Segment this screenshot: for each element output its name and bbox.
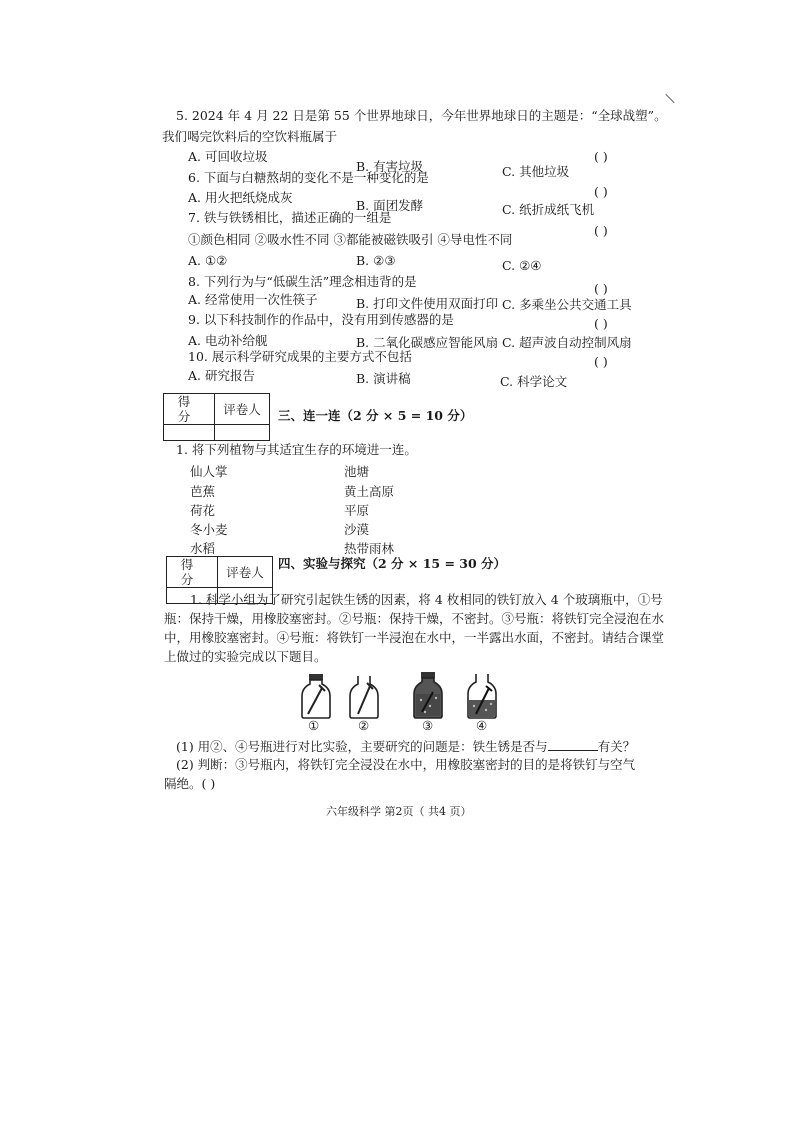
q6-option-a: A. 用火把纸烧成灰 [188, 190, 293, 205]
plant-item[interactable]: 水稻 [190, 541, 216, 556]
sub-question-2: (2) 判断：③号瓶内，将铁钉完全浸没在水中，用橡胶塞密封的目的是将铁钉与空气 [176, 757, 636, 772]
sub-question-2-line2[interactable]: 隔绝。( ) [164, 776, 216, 791]
q9-option-a: A. 电动补给舰 [188, 333, 268, 348]
score-label: 得 分 [167, 557, 218, 588]
q5-stem: 5. 2024 年 4 月 22 日是第 55 个世界地球日，今年世界地球日的主题是：“全球战塑”。 [176, 108, 667, 123]
grader-cell[interactable] [215, 425, 270, 441]
sub-question-1-text: (1) 用②、④号瓶进行对比实验，主要研究的问题是：铁生锈是否与 [176, 739, 548, 754]
environment-item[interactable]: 池塘 [344, 464, 370, 479]
q7-answer-paren[interactable]: ( ) [594, 223, 608, 238]
q6-answer-paren[interactable]: ( ) [594, 184, 608, 199]
q6-stem: 6. 下面与白糖熬胡的变化不是一种变化的是 [188, 170, 429, 185]
q6-option-b: B. 面团发酵 [356, 198, 424, 213]
bottle-4-half-submerged-open-icon [462, 670, 502, 720]
q9-option-b: B. 二氧化碳感应智能风扇 [356, 335, 499, 350]
plant-item[interactable]: 荷花 [190, 503, 216, 518]
q10-answer-paren[interactable]: ( ) [594, 354, 608, 369]
plant-item[interactable]: 仙人掌 [190, 464, 228, 479]
section3-title: 三、连一连（2 分 × 5 = 10 分） [278, 408, 473, 423]
q5-option-a: A. 可回收垃圾 [188, 149, 268, 164]
section4-paragraph: 瓶：保持干燥，用橡胶塞密封。②号瓶：保持干燥，不密封。③号瓶：将铁钉完全浸泡在水 [164, 611, 665, 626]
grader-label: 评卷人 [218, 557, 273, 588]
q9-stem: 9. 以下科技制作的作品中，没有用到传感器的是 [188, 312, 454, 327]
q10-option-c: C. 科学论文 [500, 374, 568, 389]
section4-paragraph: 中，用橡胶塞密封。④号瓶：将铁钉一半浸泡在水中，一半露出水面，不密封。请结合课堂 [164, 630, 665, 645]
score-label: 得 分 [164, 394, 215, 425]
answer-blank[interactable] [548, 740, 598, 751]
bottle-label: ② [358, 718, 370, 733]
section4-title: 四、实验与探究（2 分 × 15 = 30 分） [278, 556, 507, 571]
sub-question-1-end: 有关？ [597, 739, 636, 754]
q9-option-c: C. 超声波自动控制风扇 [502, 335, 632, 350]
environment-item[interactable]: 沙漠 [344, 522, 370, 537]
section4-paragraph: 上做过的实验完成以下题目。 [164, 649, 327, 664]
q8-stem: 8. 下列行为与“低碳生活”理念相违背的是 [188, 274, 417, 289]
q9-answer-paren[interactable]: ( ) [594, 316, 608, 331]
bottle-3-submerged-sealed-icon [408, 670, 448, 720]
environment-item[interactable]: 热带雨林 [344, 541, 395, 556]
bottle-label: ③ [422, 718, 434, 733]
page-footer: 六年级科学 第2页（ 共4 页） [326, 805, 472, 818]
q6-option-c: C. 纸折成纸飞机 [502, 202, 595, 217]
section3-question: 1. 将下列植物与其适宜生存的环境进一连。 [176, 442, 417, 457]
q8-option-b: B. 打印文件使用双面打印 [356, 296, 499, 311]
q5-answer-paren[interactable]: ( ) [594, 149, 608, 164]
section4-paragraph: 1. 科学小组为了研究引起铁生锈的因素，将 4 枚相同的铁钉放入 4 个玻璃瓶中，①号 [190, 592, 663, 607]
plant-item[interactable]: 冬小麦 [190, 522, 228, 537]
bottle-1-dry-sealed-icon [296, 672, 336, 720]
q8-option-c: C. 多乘坐公共交通工具 [502, 297, 632, 312]
q5-option-b: B. 有害垃圾 [356, 159, 424, 174]
grader-label: 评卷人 [215, 394, 270, 425]
bottle-2-dry-open-icon [344, 672, 384, 720]
environment-item[interactable]: 黄土高原 [344, 484, 395, 499]
q10-option-a: A. 研究报告 [188, 368, 255, 383]
q8-option-a: A. 经常使用一次性筷子 [188, 292, 318, 307]
q7-option-b: B. ②③ [356, 253, 396, 268]
sub-question-1 [176, 740, 635, 754]
q7-statements: ①颜色相同 ②吸水性不同 ③都能被磁铁吸引 ④导电性不同 [188, 232, 513, 247]
q7-option-c: C. ②④ [502, 258, 542, 273]
score-box-section3 [163, 393, 270, 441]
q7-stem: 7. 铁与铁锈相比，描述正确的一组是 [188, 210, 392, 225]
bottle-label: ④ [476, 718, 488, 733]
bottle-label: ① [308, 718, 320, 733]
q10-stem: 10. 展示科学研究成果的主要方式不包括 [188, 349, 412, 364]
q5-stem-line2: 我们喝完饮料后的空饮料瓶属于 [162, 129, 338, 144]
q10-option-b: B. 演讲稿 [356, 371, 411, 386]
q5-option-c: C. 其他垃圾 [502, 164, 570, 179]
plant-item[interactable]: 芭蕉 [190, 484, 216, 499]
scan-mark [665, 94, 674, 103]
q7-option-a: A. ①② [188, 253, 228, 268]
score-cell[interactable] [164, 425, 215, 441]
q8-answer-paren[interactable]: ( ) [594, 281, 608, 296]
environment-item[interactable]: 平原 [344, 503, 370, 518]
